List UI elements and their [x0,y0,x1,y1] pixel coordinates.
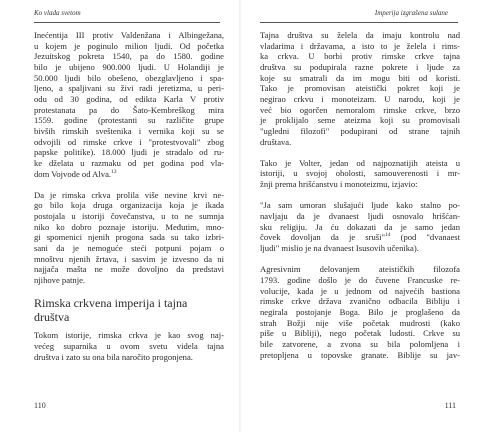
text-line: odvojili od rimske crkve i "protestvovali" zbog [34,136,224,147]
text-line: vladarima i državama, a isto to je želela i rims- [260,40,460,51]
text-fragment: (pod "dvanaest [390,232,460,243]
text-line: protestanata pa do Šato-Kembreškog mira [34,104,224,115]
footnote-marker: 14 [385,232,391,239]
text-line: bivših rimskih sveštenika i vernika koji su se [34,125,224,136]
text-line: Tako je promovisan ateistički pokret koji je [260,83,460,94]
text-line: 1793. godine došlo je do čuvene Francuske re- [260,274,460,285]
text-line: negirala postojanje Boga. Bilo je proglašeno da [260,306,460,317]
text-line: bile zatvorene, a zvona su bila polomljena i [260,338,460,349]
text-line: 1559. godine (protestanti su različite grupe [34,115,224,126]
left-header-rule [34,22,220,23]
text-line: društva i zato su ona bila naročito progonjena. [34,351,193,362]
text-line: navljaju da je dvanaest ljudi osnovalo hrišćan- [260,211,460,222]
text-line: Inećentija III protiv Valdenžana i Albingežana, [34,30,224,40]
left-page-body [34,30,224,373]
text-line: Agresivnim delovanjem ateističkih filozofa [260,264,460,275]
text-line [260,232,460,243]
right-page [240,0,480,432]
text-line: go bilo koja druga organizacija koja je ikada [34,200,224,211]
text-line: ke dželata u razmaku od pet godina pod vla- [34,157,224,168]
text-line: društva su podupirala razne pokrete i ljude za [260,61,460,72]
text-line: Tajna društva su želela da imaju kontrolu nad [260,30,460,40]
text-line: "ugledni filozofi" podupirani od strane tajnih [260,125,460,136]
right-paragraph-4 [260,264,460,360]
text-fragment: dom Vojvode od Alva. [34,168,112,179]
text-line: negirao crkvu i monoteizam. U narodu, koji je [260,93,460,104]
text-line: odu od 30 godina, od edikta Karla V protiv [34,93,224,104]
text-line: papske politike). 18.000 ljudi je stradalo od ru- [34,147,224,158]
text-line: gi spomenici njenih progona sada su tako izbri- [34,232,224,243]
text-line: ljeno, a spaljivani su živi radi jeretizma, u peri- [34,83,224,94]
text-line: mnoštvu njenih žrtava, i sasvim je izvesno da ni [34,253,224,264]
left-paragraph-2 [34,190,224,286]
text-line: većeg suparnika u ovom svetu videla tajna [34,340,224,351]
text-line: koje su smatrali da im mogu biti od koristi. [260,72,460,83]
right-paragraph-2 [260,158,460,190]
text-line: volucije, kada je u jednom od najvećih bastiona [260,285,460,296]
text-line: žnji prema hrišćanstvu i monoteizmu, izjavio: [260,179,418,190]
text-line: Tako je Volter, jedan od najpoznatijih ateista u [260,157,460,168]
left-running-head: Ko vlada svetom [34,9,81,17]
text-line: sani da je nemoguće steći potpuni pojam o [34,243,224,254]
left-paragraph-1 [34,30,224,179]
right-running-head: Imperija izgrašena sulane [374,9,448,17]
text-fragment: čovek dovoljan da je sruši" [260,232,385,243]
footnote-marker: 13 [111,168,117,175]
text-line: istoriji, u svojoj oholosti, samouverenosti i mr- [260,168,460,179]
section-heading: Rimska crkvena imperija i tajna društva [34,296,188,325]
text-line: Da je rimska crkva prolila više nevine krvi ne- [34,189,224,200]
right-header-rule [260,22,458,23]
text-line: sku religiju. Ja ću dokazati da je samo jedan [260,221,460,232]
text-line: pretopljena u topovske granate. Biblije su jav- [260,349,460,360]
text-line: ljudi" mislio je na dvanaest Isusovih učenika). [260,243,419,253]
text-line: je proklijalo seme ateizma koji su promovisali [260,115,460,126]
right-page-number: 111 [444,401,456,410]
text-line: Jezuitskog pokreta 1540, pa do 1580. godine [34,51,224,62]
text-line [34,169,224,180]
text-line: najjača mašta ne može dovoljno da predstavi [34,264,224,275]
text-line: njihove patnje. [34,275,86,286]
text-line: strah Božji nije više početak mudrosti (kako [260,317,460,328]
right-page-body [260,30,460,371]
text-line: društava. [260,136,292,147]
text-line: postojala u istoriji čovečanstva, u to ne sumnja [34,211,224,222]
text-line: bilo je ubijeno 900.000 ljudi. U Holandiji je [34,61,224,72]
text-line: "Ja sam umoran slušajući ljude kako stalno po- [260,200,460,211]
text-line: 50.000 ljudi bilo obešeno, obezglavljeno i spa- [34,72,224,83]
text-line: ka crkva. U borbi protiv rimske crkve tajna [260,51,460,62]
text-line: rimske crkve država zvanično odbacila Bibliju i [260,296,460,307]
left-paragraph-3 [34,330,224,362]
text-line: u kojem je poginulo milion ljudi. Od početka [34,40,224,51]
left-page-number: 110 [34,401,46,410]
right-paragraph-quote [260,200,460,253]
text-line: niko ko dobro poznaje istoriju. Međutim, mno- [34,221,224,232]
right-paragraph-1 [260,30,460,147]
text-line: piše u Bibliji), nego početak ludosti. Crkve su [260,328,460,339]
text-line: Tokom istorije, rimska crkva je kao svog naj- [34,330,224,341]
text-line: već bio ogorčen nemoralom rimske crkve, brzo [260,104,460,115]
